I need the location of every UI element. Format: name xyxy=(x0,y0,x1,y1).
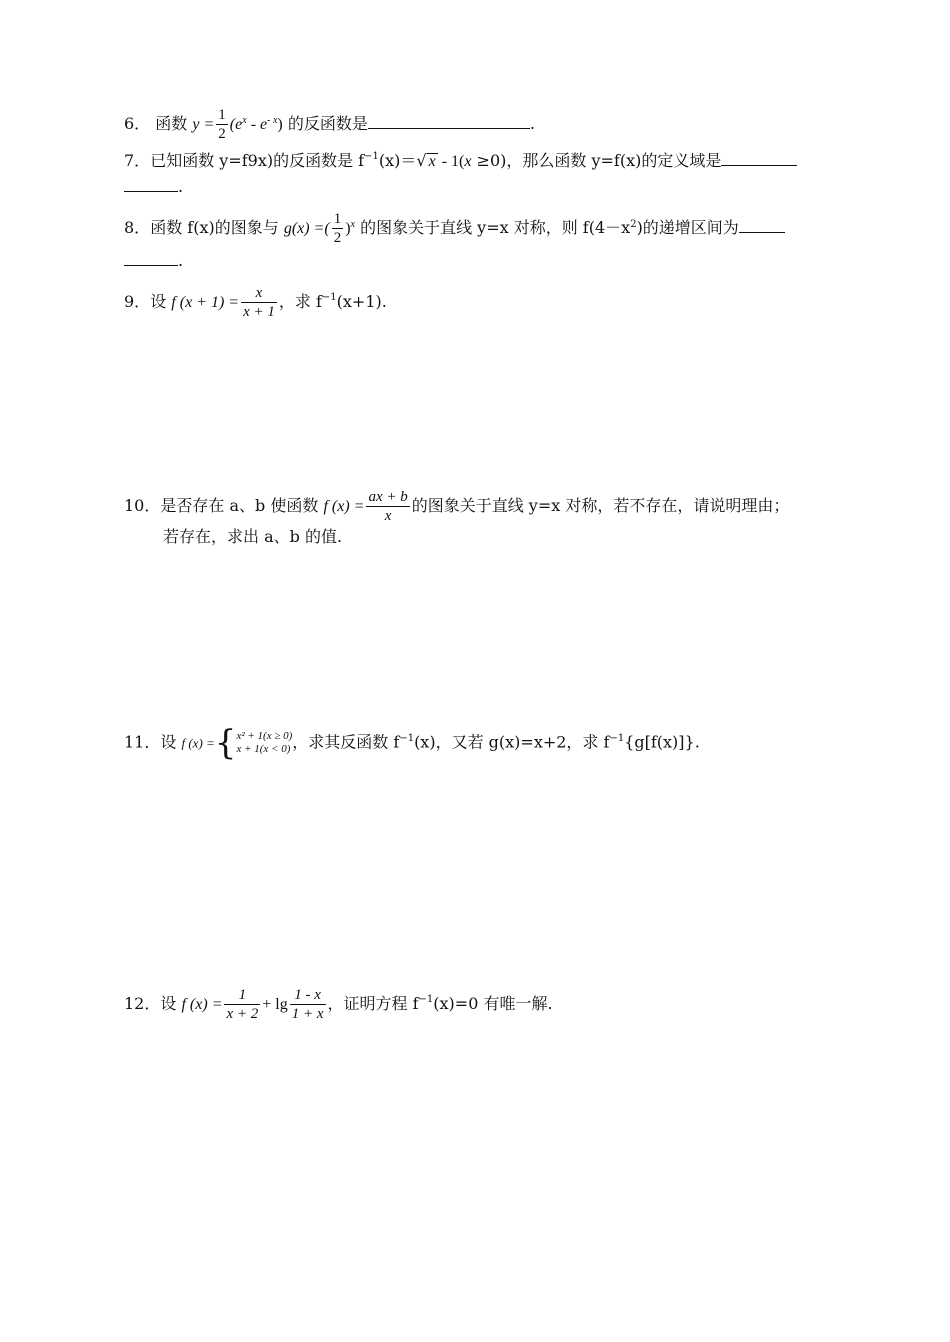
q8-text1: 函数 f(x)的图象与 xyxy=(150,218,279,237)
q11-text1: 设 xyxy=(160,732,177,752)
q6-text: 函数 xyxy=(155,114,188,133)
q12-text3: (x)=0 有唯一解. xyxy=(433,994,553,1013)
q8-answer-blank-2 xyxy=(124,251,178,266)
q7-text4: ≥0)，那么函数 y=f(x)的定义域是 xyxy=(471,151,722,170)
q12-fraction-2 xyxy=(290,986,326,1023)
q6-frac-num: 1 xyxy=(218,107,226,123)
q11-inverse-mark-2: −1 xyxy=(609,732,625,744)
q7-inverse-mark: −1 xyxy=(364,151,379,162)
q12-text2: ，证明方程 f xyxy=(327,994,419,1013)
q9-text1: 设 xyxy=(150,292,167,311)
q12-frac1-num: 1 xyxy=(224,986,260,1005)
question-10-cont xyxy=(163,526,342,548)
sqrt-icon: √ xyxy=(416,151,427,170)
q7-text3: - 1( xyxy=(437,153,465,170)
q8-number: 8． xyxy=(124,218,151,237)
q8-fraction xyxy=(332,210,344,247)
q8-text3: )的递增区间为 xyxy=(636,218,739,237)
q6-minus: - e xyxy=(246,116,268,133)
q7-answer-blank-2 xyxy=(124,177,178,192)
q8-answer-blank-1 xyxy=(739,218,785,233)
question-7-cont xyxy=(124,176,183,198)
q6-answer-blank xyxy=(368,114,530,129)
q11-text2: ，求其反函数 f xyxy=(292,732,400,752)
q6-frac-den: 2 xyxy=(218,126,226,142)
q6-end: . xyxy=(529,114,535,133)
q10-line2: 若存在，求出 a、b 的值. xyxy=(163,527,343,546)
q6-number: 6． xyxy=(124,114,151,133)
q6-y-eq: y = xyxy=(192,116,215,133)
question-8-cont xyxy=(124,250,183,272)
q12-fraction-1 xyxy=(224,986,260,1023)
q10-text2: 的图象关于直线 y=x 对称，若不存在，请说明理由； xyxy=(411,496,790,515)
question-10 xyxy=(124,488,789,525)
q9-text2: ，求 f xyxy=(278,292,322,311)
q11-case-1: x² + 1(x ≥ 0) xyxy=(236,730,293,742)
question-9 xyxy=(124,284,387,321)
q6-sup1: x xyxy=(242,115,247,126)
q6-fraction xyxy=(216,106,228,143)
q7-text2: (x)＝ xyxy=(378,151,417,170)
q11-case-2: x + 1(x < 0) xyxy=(236,743,291,755)
q11-f: f (x) = xyxy=(181,735,215,751)
q6-sup2: - x xyxy=(267,115,278,126)
q12-plus-lg: + lg xyxy=(262,996,288,1013)
q11-inverse-mark: −1 xyxy=(399,732,415,744)
question-8 xyxy=(124,210,785,247)
q7-sqrt-arg: x xyxy=(428,153,436,170)
q12-frac1-den: x + 2 xyxy=(226,1006,259,1022)
q11-text4: {g[f(x)]}. xyxy=(624,732,700,752)
question-6 xyxy=(124,106,535,143)
q9-text3: (x+1). xyxy=(336,292,387,311)
q7-end: . xyxy=(178,177,184,196)
question-12 xyxy=(124,986,553,1023)
q9-fraction xyxy=(241,284,277,321)
q7-number: 7． xyxy=(124,151,151,170)
q8-end: . xyxy=(178,251,184,270)
q7-cond: x xyxy=(464,153,472,170)
q12-f: f (x) = xyxy=(181,996,223,1013)
q8-close: ) xyxy=(345,220,351,237)
q12-number: 12． xyxy=(124,994,161,1013)
q8-text2: 的图象关于直线 y=x 对称，则 f(4－x xyxy=(360,218,631,237)
q12-text1: 设 xyxy=(160,994,177,1013)
q10-frac-den: x xyxy=(384,508,392,524)
question-7 xyxy=(124,150,797,175)
q9-frac-den: x + 1 xyxy=(243,304,275,320)
q9-inverse-mark: −1 xyxy=(321,292,337,303)
q12-frac2-den: 1 + x xyxy=(291,1006,324,1022)
q10-number: 10． xyxy=(124,496,161,515)
q6-close: ) xyxy=(277,116,283,133)
q12-inverse-mark: −1 xyxy=(418,994,434,1005)
q8-sup: x xyxy=(350,219,355,230)
q6-expr: (e xyxy=(229,116,243,133)
q9-frac-num: x xyxy=(241,284,277,303)
q7-text1: 已知函数 y=f9x)的反函数是 f xyxy=(150,151,365,170)
q11-piecewise xyxy=(236,730,292,756)
q7-answer-blank-1 xyxy=(721,151,797,166)
q9-f: f (x + 1) = xyxy=(171,294,240,311)
q10-text1: 是否存在 a、b 使函数 xyxy=(160,496,319,515)
brace-icon: { xyxy=(214,723,237,763)
q8-frac-den: 2 xyxy=(333,230,342,246)
q11-number: 11． xyxy=(124,732,161,752)
q10-f: f (x) = xyxy=(323,498,365,515)
q9-number: 9． xyxy=(124,292,151,311)
q8-frac-num: 1 xyxy=(333,211,342,227)
q8-square: 2 xyxy=(630,219,637,230)
q8-g: g(x) =( xyxy=(283,220,330,237)
q10-frac-num: ax + b xyxy=(368,489,408,505)
q10-fraction xyxy=(366,488,409,525)
q12-frac2-num: 1 - x xyxy=(290,986,326,1005)
q6-text2: 的反函数是 xyxy=(287,114,368,133)
question-11 xyxy=(124,723,700,763)
q11-text3: (x)，又若 g(x)=x+2，求 f xyxy=(414,732,610,752)
